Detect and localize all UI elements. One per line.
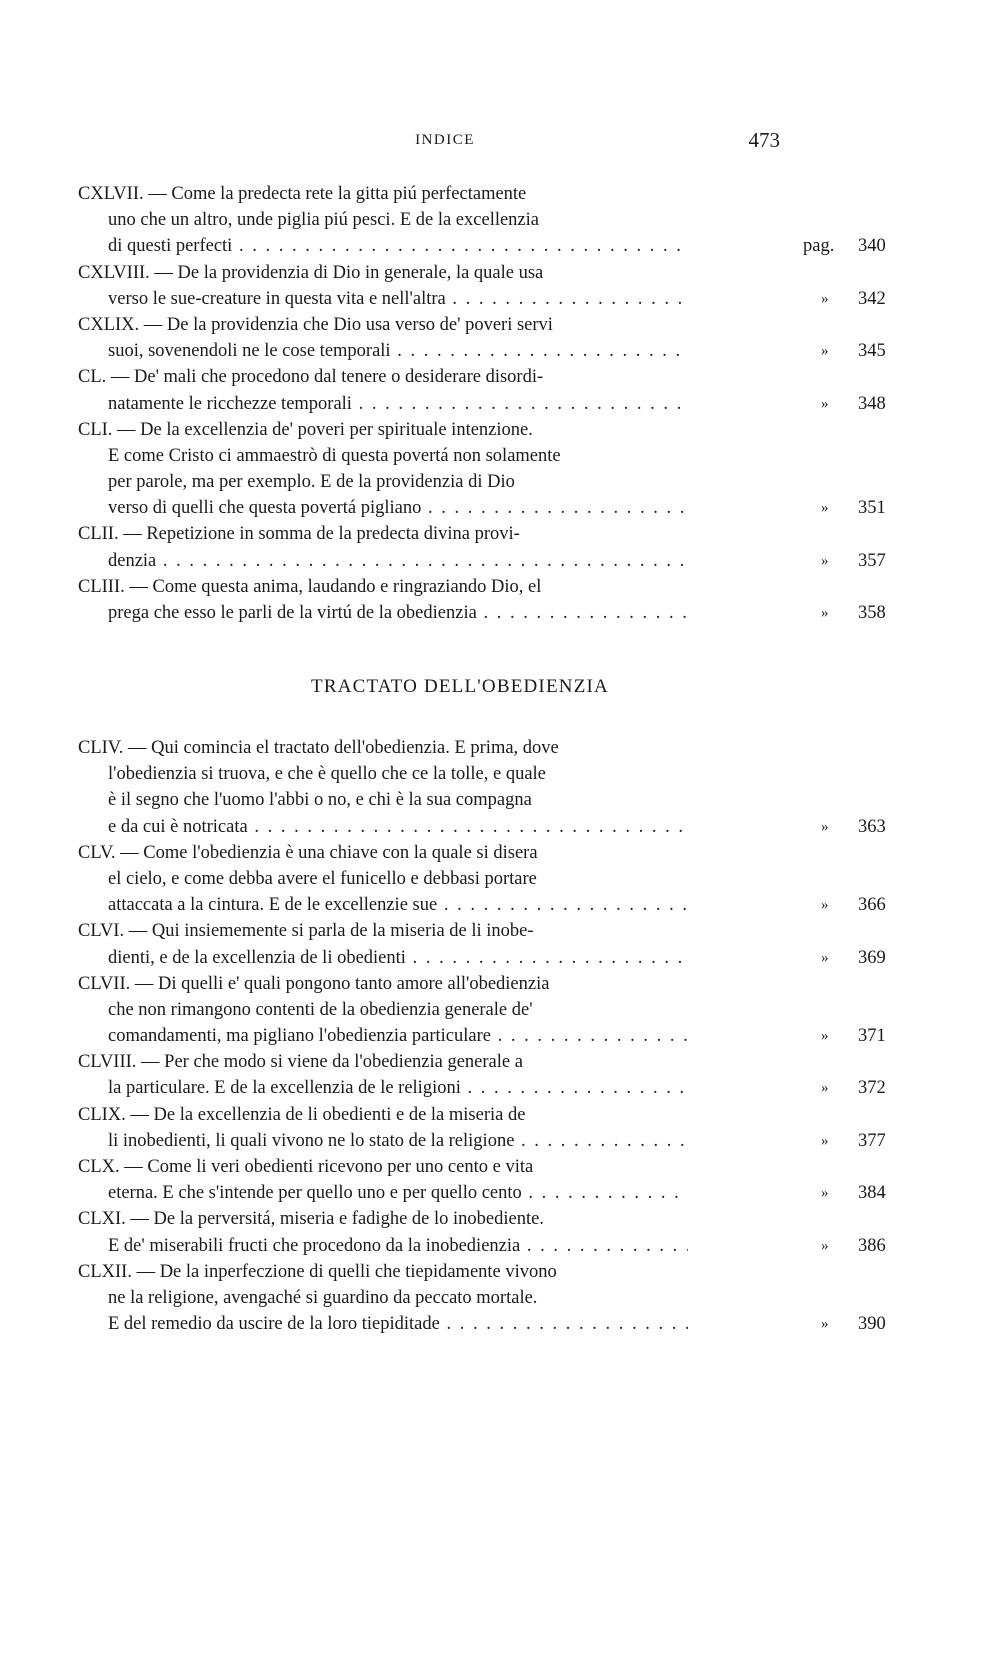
page-ref-prefix: » (821, 1028, 829, 1045)
toc-entry (78, 181, 886, 260)
toc-entry-line (78, 286, 688, 312)
toc-entry (78, 735, 886, 840)
toc-entry-text: CXLVIII. — De la providenzia di Dio in generale, la quale usa (78, 262, 544, 283)
toc-entry-text: CL. — De' mali che procedono dal tenere o desiderare disordi- (78, 367, 544, 388)
page-ref-prefix: pag. (803, 236, 835, 257)
toc-entry-text: CXLVII. — Come la predecta rete la gitta piú perfectamente (78, 184, 527, 204)
toc-entry-line (78, 548, 688, 574)
toc-entry-text: CLX. — Come li veri obedienti ricevono per uno cento e vita (78, 1157, 534, 1177)
page-ref-prefix: » (821, 1132, 829, 1149)
toc-entry (78, 1102, 886, 1154)
toc-entry-line (78, 260, 688, 286)
page-ref-number: 369 (858, 947, 886, 968)
toc-entry (78, 918, 886, 970)
toc-entry-line (78, 1128, 688, 1154)
toc-entry (78, 840, 886, 919)
toc-entry-text: el cielo, e come debba avere el funicello e debbasi portare (108, 868, 537, 889)
toc-entry-text: l'obedienzia si truova, e che è quello che ce la tolle, e quale (108, 764, 546, 785)
page-ref-number: 340 (858, 236, 886, 257)
page-ref-number: 342 (858, 288, 886, 309)
toc-entry-line (78, 1049, 688, 1075)
page-ref-prefix: » (821, 500, 829, 517)
page-ref-number: 372 (858, 1078, 886, 1099)
toc-entry-line (78, 1233, 688, 1259)
toc-entry (78, 417, 886, 522)
toc-entry-text: suoi, sovenendoli ne le cose temporali . . . (108, 341, 688, 361)
toc-entry (78, 521, 886, 573)
toc-entry-text: CLVIII. — Per che modo si viene da l'obedienzia generale a (78, 1052, 523, 1073)
toc-entry-text: CLII. — Repetizione in somma de la predecta divina provi- (78, 524, 520, 545)
running-head (60, 128, 930, 158)
page-ref-prefix: » (821, 343, 829, 360)
table-of-contents-part-2 (78, 735, 886, 1337)
toc-entry-text: CLIII. — Come questa anima, laudando e ringraziando Dio, el (78, 576, 542, 597)
toc-entry-line (78, 971, 688, 997)
page-ref-number: 390 (858, 1314, 886, 1335)
toc-entry-text: CLVII. — Di quelli e' quali pongono tanto amore all'obedienzia (78, 973, 550, 994)
page-ref-number: 377 (858, 1130, 886, 1151)
toc-entry-line (78, 338, 688, 364)
toc-entry-text: e da cui è notricata . . . (108, 817, 688, 837)
toc-entry-text: CLVI. — Qui insiememente si parla de la miseria de li inobe- (78, 921, 534, 942)
toc-page-ref (803, 1233, 913, 1259)
toc-entry (78, 1154, 886, 1206)
toc-entry (78, 1259, 886, 1338)
toc-entry-line (78, 1311, 688, 1337)
page-ref-prefix: » (821, 395, 829, 412)
toc-entry (78, 574, 886, 626)
toc-entry-text: attaccata a la cintura. E de le excellenzie sue . . . (108, 895, 688, 915)
toc-entry-line (78, 521, 688, 547)
toc-entry-line (78, 391, 688, 417)
toc-entry-text: di questi perfecti . . . (108, 236, 688, 256)
toc-entry (78, 260, 886, 312)
toc-entry-text: è il segno che l'uomo l'abbi o no, e chi è la sua compagna (108, 790, 532, 811)
toc-entry-text: CLV. — Come l'obedienzia è una chiave con la quale si disera (78, 842, 538, 863)
toc-page-ref (803, 945, 913, 971)
toc-entry-text: uno che un altro, unde piglia piú pesci. E de la excellenzia (108, 210, 539, 231)
toc-entry-line (78, 945, 688, 971)
toc-page-ref (803, 814, 913, 840)
toc-page-ref (803, 1128, 913, 1154)
page-ref-prefix: » (821, 897, 829, 914)
page-ref-number: 371 (858, 1026, 886, 1047)
running-head-title: INDICE (415, 132, 475, 148)
toc-entry-text: CLXII. — De la inperfeczione di quelli che tiepidamente vivono (78, 1261, 557, 1282)
toc-entry-line (78, 417, 688, 443)
toc-entry-line (78, 574, 688, 600)
page-ref-number: 348 (858, 393, 886, 414)
page-ref-number: 384 (858, 1183, 886, 1204)
toc-entry-line (78, 787, 688, 813)
toc-entry-text: verso le sue-creature in questa vita e nell'altra . . . (108, 289, 688, 309)
toc-entry-text: eterna. E che s'intende per quello uno e per quello cento . . . (108, 1183, 688, 1203)
toc-entry-text: E del remedio da uscire de la loro tiepiditade . . . (108, 1314, 688, 1334)
toc-page-ref (803, 600, 913, 626)
toc-entry-text: verso di quelli che questa povertá pigliano . . . (108, 498, 688, 518)
page-ref-prefix: » (821, 552, 829, 569)
page-ref-number: 345 (858, 341, 886, 362)
toc-entry-text: natamente le ricchezze temporali . . . (108, 394, 688, 414)
toc-entry-line (78, 840, 688, 866)
page-ref-prefix: » (821, 818, 829, 835)
page-ref-number: 386 (858, 1235, 886, 1256)
toc-page-ref (803, 233, 913, 259)
page-ref-prefix: » (821, 949, 829, 966)
toc-entry-line (78, 814, 688, 840)
page-ref-number: 366 (858, 895, 886, 916)
toc-entry-text: CLIX. — De la excellenzia de li obedienti e de la miseria de (78, 1104, 526, 1125)
toc-entry-text: la particulare. E de la excellenzia de le religioni . . . (108, 1078, 688, 1098)
toc-entry-line (78, 495, 688, 521)
toc-page-ref (803, 495, 913, 521)
toc-entry-line (78, 735, 688, 761)
toc-page-ref (803, 548, 913, 574)
toc-entry-line (78, 207, 688, 233)
toc-entry-line (78, 364, 688, 390)
toc-entry-line (78, 1102, 688, 1128)
toc-entry-text: prega che esso le parli de la virtú de la obedienzia . . . (108, 603, 688, 623)
toc-entry-line (78, 1023, 688, 1049)
toc-entry-line (78, 918, 688, 944)
toc-entry-line (78, 600, 688, 626)
toc-entry-text: per parole, ma per exemplo. E de la providenzia di Dio (108, 472, 515, 493)
page-ref-number: 357 (858, 550, 886, 571)
toc-entry (78, 971, 886, 1050)
toc-page-ref (803, 391, 913, 417)
toc-page-ref (803, 286, 913, 312)
toc-page-ref (803, 892, 913, 918)
toc-entry-line (78, 997, 688, 1023)
toc-entry-line (78, 233, 688, 259)
toc-entry-line (78, 1180, 688, 1206)
toc-entry-text: CLIV. — Qui comincia el tractato dell'obedienzia. E prima, dove (78, 738, 559, 758)
toc-entry (78, 1049, 886, 1101)
toc-page-ref (803, 1311, 913, 1337)
toc-entry-text: comandamenti, ma pigliano l'obedienzia particulare . . . (108, 1026, 688, 1046)
page-ref-prefix: » (821, 605, 829, 621)
section-title: TRACTATO DELL'OBEDIENZIA (311, 676, 609, 697)
page-ref-number: 351 (858, 498, 886, 519)
toc-entry-line (78, 892, 688, 918)
toc-entry-text: li inobedienti, li quali vivono ne lo stato de la religione . . . (108, 1131, 688, 1151)
toc-entry-line (78, 1075, 688, 1101)
toc-entry-line (78, 469, 688, 495)
toc-entry-line (78, 1206, 688, 1232)
toc-entry-line (78, 1259, 688, 1285)
table-of-contents-part-1 (78, 181, 886, 626)
toc-entry (78, 1206, 886, 1258)
toc-entry-line (78, 1285, 688, 1311)
toc-entry-text: CLXI. — De la perversitá, miseria e fadighe de lo inobediente. (78, 1209, 544, 1230)
toc-entry-text: denzia . . . (108, 551, 688, 571)
toc-entry (78, 312, 886, 364)
toc-entry-text: che non rimangono contenti de la obedienzia generale de' (108, 999, 533, 1020)
page-ref-prefix: » (821, 1080, 829, 1097)
page-ref-prefix: » (821, 1316, 829, 1333)
toc-entry-text: CXLIX. — De la providenzia che Dio usa verso de' poveri servi (78, 314, 553, 335)
page-ref-prefix: » (821, 1185, 829, 1202)
toc-entry-line (78, 181, 688, 207)
toc-entry-text: ne la religione, avengaché si guardino da peccato mortale. (108, 1287, 538, 1308)
toc-page-ref (803, 1023, 913, 1049)
toc-entry (78, 364, 886, 416)
toc-entry-text: CLI. — De la excellenzia de' poveri per spirituale intenzione. (78, 419, 533, 440)
toc-page-ref (803, 1075, 913, 1101)
toc-entry-line (78, 312, 688, 338)
toc-page-ref (803, 338, 913, 364)
toc-page-ref (803, 1180, 913, 1206)
page-ref-number: 363 (858, 816, 886, 837)
toc-entry-line (78, 1154, 688, 1180)
toc-entry-line (78, 866, 688, 892)
toc-entry-line (78, 443, 688, 469)
page-ref-prefix: » (821, 1237, 829, 1254)
toc-entry-text: E come Cristo ci ammaestrò di questa povertá non solamente (108, 445, 561, 466)
toc-entry-text: E de' miserabili fructi che procedono da la inobedienzia . . . (108, 1236, 688, 1256)
page-ref-prefix: » (821, 290, 829, 307)
toc-entry-text: dienti, e de la excellenzia de li obedienti . . . (108, 948, 688, 968)
page-ref-number: 358 (858, 603, 886, 623)
page-number: 473 (748, 128, 780, 152)
toc-entry-line (78, 761, 688, 787)
